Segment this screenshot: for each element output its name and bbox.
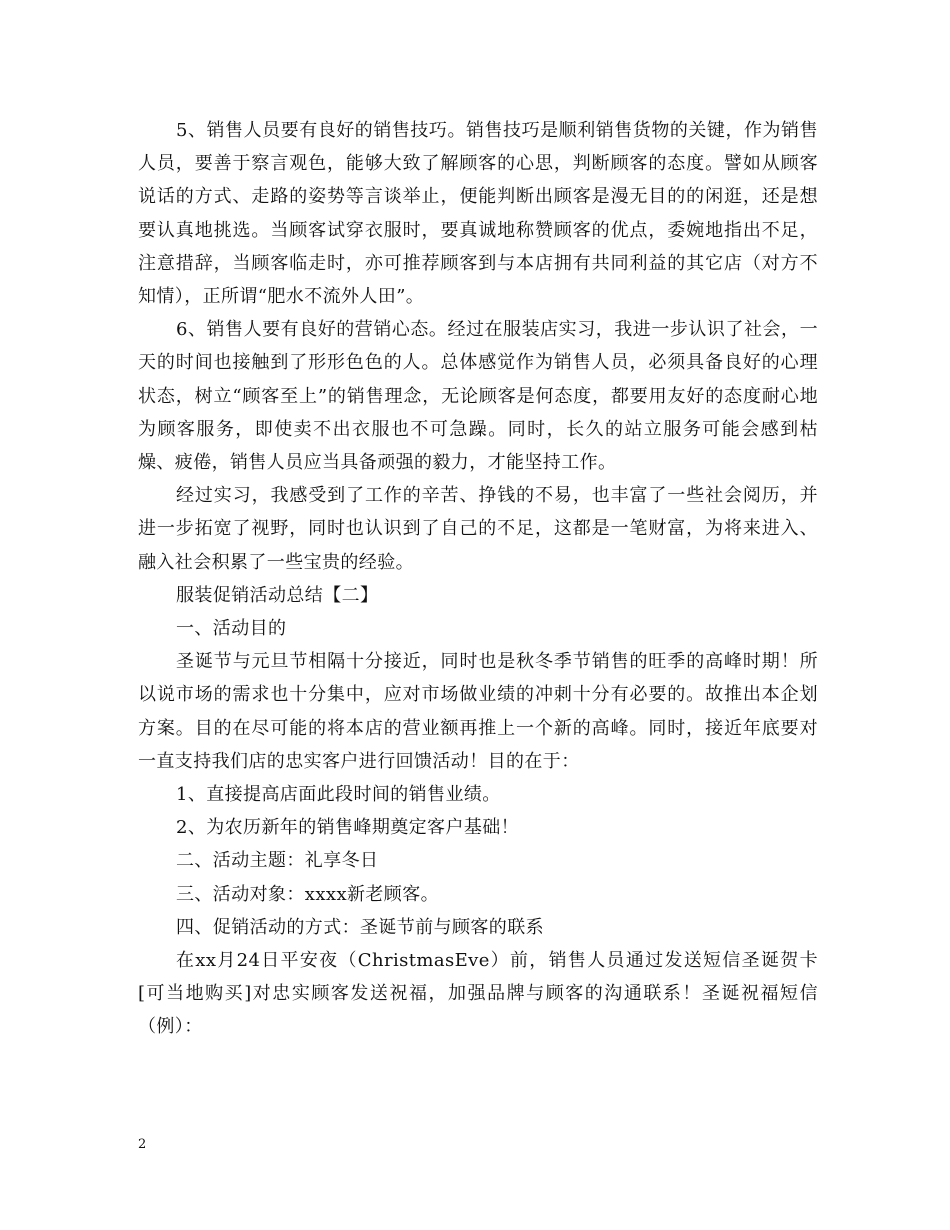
section-title-promotion-summary-2: 服装促销活动总结【二】 (176, 584, 379, 606)
heading-activity-target: 三、活动对象：xxxx新老顾客。 (176, 883, 440, 905)
heading-activity-purpose: 一、活动目的 (176, 618, 287, 640)
heading-promotion-method: 四、促销活动的方式：圣诞节前与顾客的联系 (176, 916, 544, 938)
paragraph-sales-mindset: 6、销售人要有良好的营销心态。经过在服装店实习，我进一步认识了社会，一天的时间也接触到了形形色色的人。总体感觉作为销售人员，必须具备良好的心理状态，树立“顾客至上”的销售理念，无论顾客是何态度，都要用友好的态度耐心地为顾客服务，即使卖不出衣服也不可急躁。同时，长久的站立服务可能会感到枯燥、疲倦，销售人员应当具备顽强的毅力，才能坚持工作。 (138, 319, 818, 474)
list-item-goal-1: 1、直接提高店面此段时间的销售业绩。 (176, 784, 501, 806)
heading-activity-theme: 二、活动主题：礼享冬日 (176, 850, 379, 872)
document-body (138, 114, 818, 1044)
paragraph-christmas-sms: 在xx月24日平安夜（ChristmasEve）前，销售人员通过发送短信圣诞贺卡[可当地购买]对忠实顾客发送祝福，加强品牌与顾客的沟通联系！圣诞祝福短信（例）： (138, 950, 818, 1038)
paragraph-sales-skills: 5、销售人员要有良好的销售技巧。销售技巧是顺利销售货物的关键，作为销售人员，要善于察言观色，能够大致了解顾客的心思，判断顾客的态度。譬如从顾客说话的方式、走路的姿势等言谈举止，便能判断出顾客是漫无目的的闲逛，还是想要认真地挑选。当顾客试穿衣服时，要真诚地称赞顾客的优点，委婉地指出不足，注意措辞，当顾客临走时，亦可推荐顾客到与本店拥有共同利益的其它店（对方不知情），正所谓“肥水不流外人田”。 (138, 120, 818, 308)
paragraph-internship-summary: 经过实习，我感受到了工作的辛苦、挣钱的不易，也丰富了一些社会阅历，并进一步拓宽了视野，同时也认识到了自己的不足，这都是一笔财富，为将来进入、融入社会积累了一些宝贵的经验。 (138, 485, 818, 573)
paragraph-activity-purpose: 圣诞节与元旦节相隔十分接近，同时也是秋冬季节销售的旺季的高峰时期！所以说市场的需求也十分集中，应对市场做业绩的冲刺十分有必要的。故推出本企划方案。目的在尽可能的将本店的营业额再推上一个新的高峰。同时，接近年底要对一直支持我们店的忠实客户进行回馈活动！目的在于： (138, 651, 818, 772)
page-number: 2 (138, 1137, 147, 1152)
list-item-goal-2: 2、为农历新年的销售峰期奠定客户基础！ (176, 817, 520, 839)
